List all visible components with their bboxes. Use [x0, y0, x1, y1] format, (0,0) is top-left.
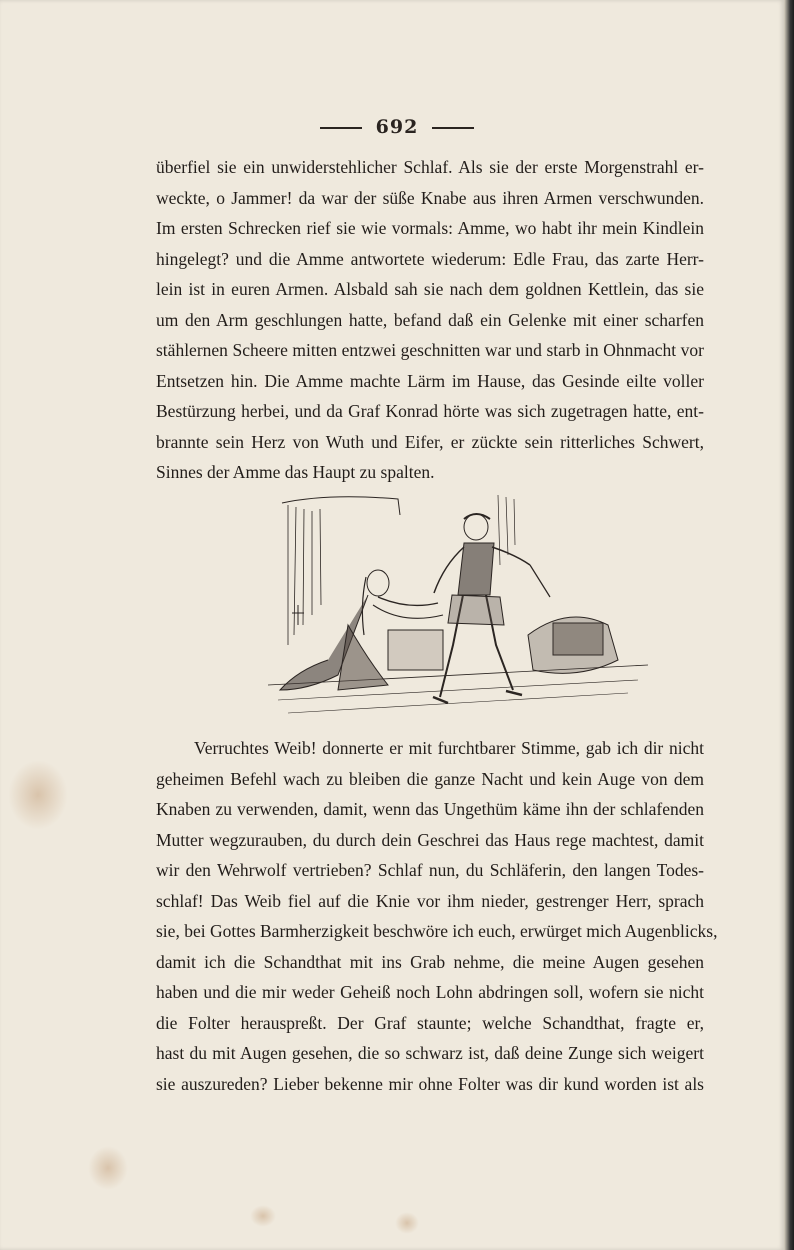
text-line: weckte, o Jammer! da war der süße Knabe aus ihren Armen verschwunden.: [156, 187, 704, 208]
text-line: Verruchtes Weib! donnerte er mit furchtbarer Stimme, gab ich dir nicht: [194, 738, 704, 758]
header-rule-right: [432, 127, 474, 129]
woodcut-illustration: [268, 485, 648, 720]
text-line: damit ich die Schandthat mit ins Grab nehme, die meine Augen gesehen: [156, 951, 704, 972]
text-line: überfiel sie ein unwiderstehlicher Schlaf. Als sie der erste Morgenstrahl er-: [156, 157, 704, 177]
text-line: hingelegt? und die Amme antwortete wiederum: Edle Frau, das zarte Herr-: [156, 248, 704, 269]
header-rule-left: [320, 127, 362, 129]
text-line: lein ist in euren Armen. Alsbald sah sie nach dem goldnen Kettlein, das sie: [156, 279, 704, 299]
text-line: hast du mit Augen gesehen, die so schwarz ist, daß deine Zunge sich weigert: [156, 1043, 704, 1063]
text-line: stählernen Scheere mitten entzwei geschnitten war und starb in Ohnmacht vor: [156, 340, 704, 360]
text-line: haben und die mir weder Geheiß noch Lohn abdringen soll, wofern sie nicht: [156, 982, 704, 1002]
paper-stain: [395, 1212, 419, 1234]
paragraph-2: [156, 733, 718, 1099]
paper-stain: [88, 1146, 128, 1190]
text-line: Mutter wegzurauben, du durch dein Geschrei das Haus rege machtest, damit: [156, 829, 704, 850]
text-line: Bestürzung herbei, und da Graf Konrad hörte was sich zugetragen hatte, ent-: [156, 401, 704, 421]
page-number: 692: [375, 116, 419, 138]
text-line: wir den Wehrwolf vertrieben? Schlaf nun, du Schläferin, den langen Todes-: [156, 860, 704, 880]
text-line: schlaf! Das Weib fiel auf die Knie vor ihm nieder, gestrenger Herr, sprach: [156, 890, 704, 911]
text-line: Sinnes der Amme das Haupt zu spalten.: [156, 462, 435, 482]
text-line: Knaben zu verwenden, damit, wenn das Ungethüm käme ihn der schlafenden: [156, 799, 704, 819]
text-line: sie, bei Gottes Barmherzigkeit beschwöre ich euch, erwürget mich Augenblicks,: [156, 921, 718, 941]
paragraph-1: [156, 152, 704, 488]
paper-stain: [250, 1205, 276, 1227]
paper-stain: [8, 760, 68, 830]
text-line: sie auszureden? Lieber bekenne mir ohne Folter was dir kund worden ist als: [156, 1073, 704, 1094]
text-line: Im ersten Schrecken rief sie wie vormals: Amme, wo habt ihr mein Kindlein: [156, 218, 704, 238]
text-line: brannte sein Herz von Wuth und Eifer, er zückte sein ritterliches Schwert,: [156, 431, 704, 452]
text-line: die Folter herauspreßt. Der Graf staunte; welche Schandthat, fragte er,: [156, 1012, 704, 1033]
text-line: um den Arm geschlungen hatte, befand daß ein Gelenke mit einer scharfen: [156, 309, 704, 330]
page-edge-shadow: [784, 0, 794, 1250]
text-line: geheimen Befehl wach zu bleiben die ganze Nacht und kein Auge von dem: [156, 768, 704, 789]
text-line: Entsetzen hin. Die Amme machte Lärm im Hause, das Gesinde eilte voller: [156, 370, 704, 391]
page-header: [0, 116, 794, 138]
